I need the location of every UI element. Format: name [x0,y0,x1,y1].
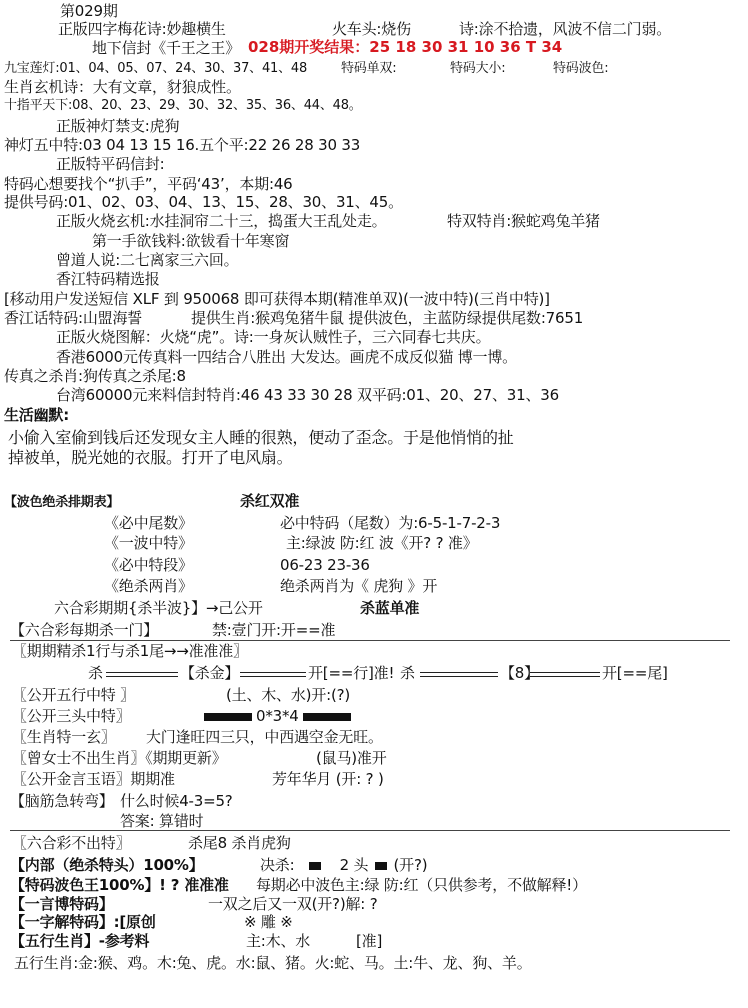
lady-value: (鼠马)准开 [316,749,387,767]
kill-row-line-4 [530,672,600,677]
five-zodiac-label: 【五行生肖】-参考料 [10,932,150,950]
lotus-numbers: 九宝莲灯:01、04、05、07、24、30、37、41、48 [4,61,308,76]
heart-line: 特码心想要找个“扒手”，平码‘43’，本期:46 [4,175,293,193]
no-out-label: 〖六合彩不出特〗 [12,834,131,852]
provide-numbers: 提供号码:01、02、03、04、13、15、28、30、31、45。 [4,193,403,211]
fire-mystery: 正版火烧玄机:水挂洞帘二十三，捣蛋大王乱处走。 [56,212,387,230]
brain-teaser-answer: 答案: 算错时 [120,812,204,830]
gold-words-label: 〖公开金言玉语〗期期准 [12,770,175,788]
tail-label: 《必中尾数》 [104,514,193,532]
poem2-label: 诗: [459,20,479,38]
five-zodiac-value: 主:木、水 [246,932,311,950]
kill-row-f: 开[==尾] [602,664,668,682]
half-wave-value: 杀蓝单准 [360,599,420,617]
pingma-envelope: 正版特平码信封: [56,155,165,173]
decor-eq-2 [375,862,387,870]
poem2-value: 涂不拾遗，风波不信二门弱。 [478,20,672,38]
three-head-row [204,707,351,725]
train-label: 火车头: [332,20,382,38]
sms-notice: [移动用户发送短信 XLF 到 950068 即可获得本期(精准单双)(一波中特)(三肖中特)] [4,290,550,308]
three-head-value: 0*3*4 [256,707,299,725]
kill-row-line-3 [420,672,498,677]
five-element-zodiac-list: 五行生肖:金:猴、鸡。木:兔、虎。水:鼠、猪。火:蛇、马。土:牛、龙、狗、羊。 [14,954,532,972]
kill-two-label: 《绝杀两肖》 [104,577,193,595]
kill-two-value: 绝杀两肖为《 虎狗 》开 [280,577,438,595]
wave-king-label: 【特码波色王100%】! ? 准准准 [10,876,229,894]
kill-row-d: 杀 [400,664,415,682]
door-value: 禁:壹门开:开==准 [212,621,336,639]
word-label: 【一字解特码】:[原创 [10,913,156,931]
divider-2 [10,830,730,831]
train-value: 烧伤 [381,20,411,38]
wave-table-title: 【波色绝杀排期表】 [4,495,120,510]
tw-60000: 台湾60000元来料信封特肖:46 43 33 30 28 双平码:01、20、27、31、36 [56,386,559,404]
five-zodiac-tag: [准] [356,932,383,950]
size-label: 特码大小: [450,61,506,76]
half-wave-label: 六合彩期期{杀半波}】→己公开 [54,599,263,617]
wave-label: 《一波中特》 [104,534,193,552]
inside-value: 决杀: [260,856,295,874]
gold-words-value: 芳年华月 (开: ? ) [272,770,384,788]
brain-teaser-label: 【脑筋急转弯】 [10,792,114,810]
kill-row-e: 【8】 [500,664,539,682]
five-element-label: 〖公开五行中特 〗 [12,686,135,704]
inside-head: 2 头 [339,856,369,874]
poem-line [58,20,226,38]
hk-6000: 香港6000元传真料一四结合八胜出 大发达。画虎不成反似猫 博一博。 [56,348,517,366]
humor-story-2: 掉被单，脱光她的衣服。打开了电风扇。 [8,448,293,467]
no-out-value: 杀尾8 杀肖虎狗 [188,834,291,852]
lamp-five: 神灯五中特:03 04 13 15 16.五个平:22 26 28 30 33 [4,136,361,154]
last-result: 028期开奖结果：25 18 30 31 10 36 T 34 [248,38,563,56]
inside-row [260,856,427,874]
divider-1 [10,640,730,641]
brain-teaser-value: 什么时候4-3=5? [120,792,233,810]
poem2-line [459,20,671,38]
kill-row-line-1 [106,672,178,677]
once-said: 曾道人说:二七离家三六回。 [56,251,239,269]
kill-row-b: 【杀金】 [180,664,240,682]
wave-kill-red: 杀红双准 [240,492,300,510]
issue-number: 第029期 [60,2,118,20]
odd-even-label: 特码单双: [341,61,397,76]
fire-zodiac: 特双特肖:猴蛇鸡兔羊猪 [447,212,600,230]
decor-eq-1 [309,862,321,870]
color-label: 特码波色: [553,61,609,76]
segment-label: 《必中特段》 [104,556,193,574]
hk-select: 香江特码精选报 [56,270,160,288]
inside-label: 【内部（绝杀特头）100%】 [10,856,204,874]
word-value: ※ 雕 ※ [244,913,293,931]
humor-story-1: 小偷入室偷到钱后还发现女主人睡的很熟，便动了歪念。于是他悄悄的扯 [8,428,514,447]
secret-envelope: 地下信封《千王之王》 [92,39,241,57]
poem-value: 妙趣横生 [166,20,226,38]
lamp-forbid: 正版神灯禁支:虎狗 [56,117,180,135]
five-element-value: (土、木、水)开:(?) [226,686,351,704]
poem-label: 正版四字梅花诗: [58,20,167,38]
kill-row-a: 杀 [88,664,103,682]
fax-kill: 传真之杀肖:狗传真之杀尾:8 [4,367,186,385]
ten-finger: 十指平天下:08、20、23、29、30、32、35、36、44、48。 [4,98,362,113]
tail-value: 必中特码（尾数）为:6-5-1-7-2-3 [280,514,501,532]
kill-row-c: 开[==行]准! [308,664,395,682]
lady-label: 〖曾女士不出生肖〗《期期更新》 [12,749,227,767]
inside-open: (开?) [393,856,428,874]
door-label: 【六合彩每期杀一门】 [10,621,159,639]
fire-picture: 正版火烧图解：火烧“虎”。诗:一身灰认贼性子，三六同春七共庆。 [56,328,491,346]
segment-value: 06-23 23-36 [280,556,370,574]
hk-words: 香江话特码:山盟海誓 [4,309,143,327]
one-word-value: 一双之后又一双(开?)解: ? [208,895,378,913]
decor-bar-right [303,713,351,721]
kill-row-line-2 [240,672,306,677]
wave-king-value: 每期必中波色主:绿 防:红（只供参考，不做解释!） [256,876,587,894]
train-line [332,20,411,38]
decor-bar-left [204,713,252,721]
wave-value: 主:绿波 防:红 波《开? ? 准》 [286,534,478,552]
one-mystery-label: 〖生肖特一玄〗 [12,728,116,746]
first-hand: 第一手欲钱料:欲钹看十年寒窗 [92,232,290,250]
one-mystery-value: 大门逢旺四三只，中西遇空金无旺。 [146,728,383,746]
hk-words-zodiac: 提供生肖:猴鸡兔猪牛鼠 提供波色，主蓝防绿提供尾数:7651 [191,309,584,327]
one-word-label: 【一言博特码】 [10,895,114,913]
zodiac-poem: 生肖玄机诗：大有文章，豺狼成性。 [4,78,241,96]
humor-title: 生活幽默: [4,406,69,424]
three-head-label: 〖公开三头中特〗 [12,707,131,725]
line-kill-note: 〖期期精杀1行与杀1尾→→准准准〗 [12,642,248,660]
